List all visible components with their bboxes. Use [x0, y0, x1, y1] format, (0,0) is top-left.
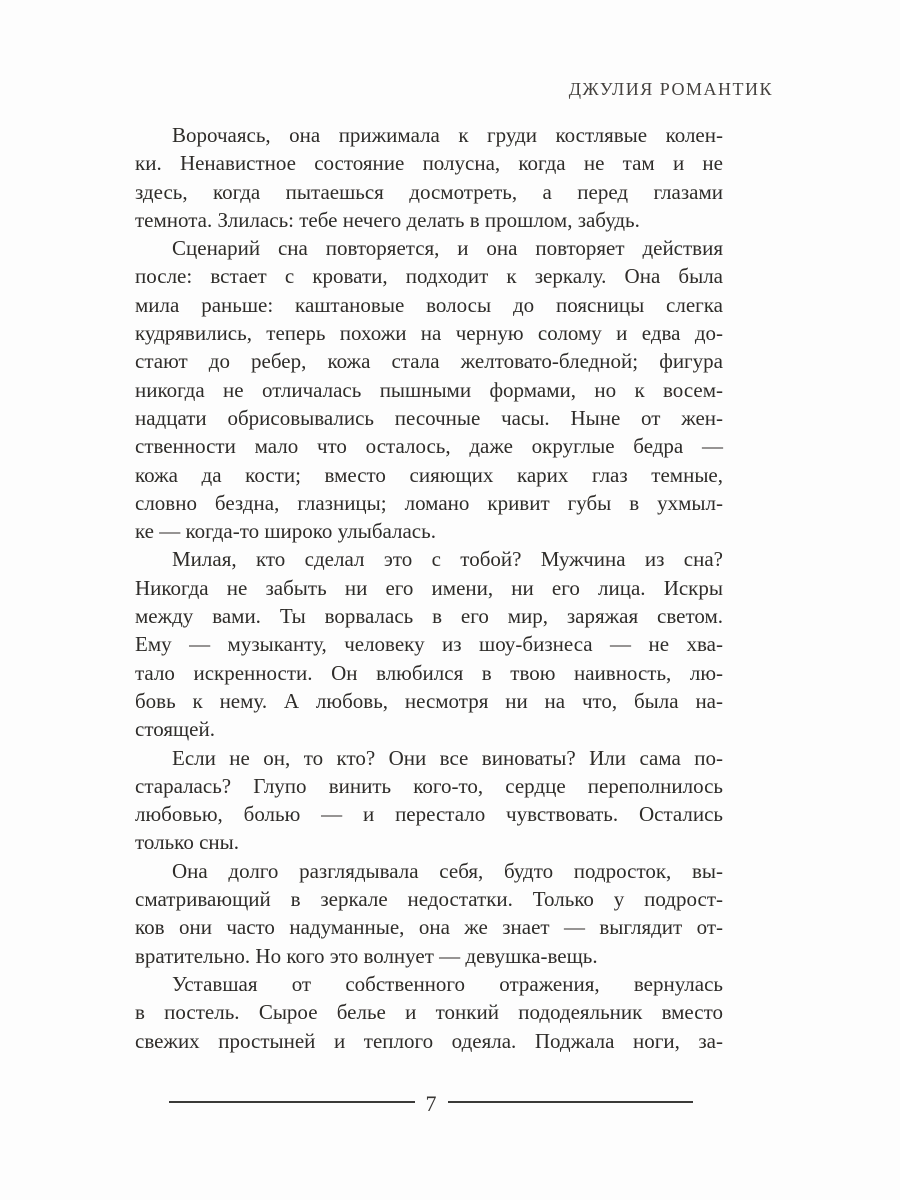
text-line: Если не он, то кто? Они все виноваты? Или сама по- [172, 745, 723, 770]
text-line: Милая, кто сделал это с тобой? Мужчина из сна? [172, 547, 723, 572]
text-line: вратительно. Но кого это волнует — девушка-вещь. [135, 943, 598, 968]
text-line: тало искренности. Он влюбился в твою наивность, лю- [135, 660, 723, 685]
text-line: старалась? Глупо винить кого-то, сердце переполнилось [135, 773, 723, 798]
text-line: в постель. Сырое белье и тонкий пододеяльник вместо [135, 1000, 723, 1025]
text-line: стоящей. [135, 717, 215, 742]
text-line: свежих простыней и теплого одеяла. Поджала ноги, за- [135, 1028, 723, 1053]
text-line: сматривающий в зеркале недостатки. Только у подрост- [135, 887, 723, 912]
text-line: здесь, когда пытаешься досмотреть, а перед глазами [135, 179, 723, 204]
text-line: кожа да кости; вместо сияющих карих глаз темные, [135, 462, 723, 487]
page-number: 7 [425, 1091, 437, 1116]
text-line: любовью, болью — и перестало чувствовать. Остались [135, 802, 723, 827]
text-line: ке — когда-то широко улыбалась. [135, 519, 436, 544]
text-line: только сны. [135, 830, 239, 855]
text-line: кудрявились, теперь похожи на черную солому и едва до- [135, 321, 723, 346]
footer-rule-left [169, 1101, 415, 1103]
text-line: надцати обрисовывались песочные часы. Ныне от жен- [135, 405, 723, 430]
running-header-author: ДЖУЛИЯ РОМАНТИК [568, 79, 773, 99]
text-line: темнота. Злилась: тебе нечего делать в прошлом, забудь. [135, 207, 640, 232]
text-line: Никогда не забыть ни его имени, ни его лица. Искры [135, 575, 723, 600]
text-line: никогда не отличалась пышными формами, но к восем- [135, 377, 723, 402]
page-footer [169, 1091, 693, 1116]
text-line: Она долго разглядывала себя, будто подросток, вы- [172, 858, 723, 883]
text-line: мила раньше: каштановые волосы до поясницы слегка [135, 292, 723, 317]
text-line: бовь к нему. А любовь, несмотря ни на что, была на- [135, 688, 723, 713]
text-line: Уставшая от собственного отражения, вернулась [172, 971, 723, 996]
footer-rule-right [448, 1101, 694, 1103]
text-block [135, 121, 723, 1055]
text-line: стают до ребер, кожа стала желтовато-бледной; фигура [135, 349, 723, 374]
text-line: ков они часто надуманные, она же знает — выглядит от- [135, 915, 723, 940]
text-line: Ему — музыканту, человеку из шоу-бизнеса — не хва- [135, 632, 723, 657]
text-line: ки. Ненавистное состояние полусна, когда не там и не [135, 151, 723, 176]
text-line: словно бездна, глазницы; ломано кривит губы в ухмыл- [135, 490, 723, 515]
text-line: Сценарий сна повторяется, и она повторяет действия [172, 236, 723, 261]
text-line: между вами. Ты ворвалась в его мир, заряжая светом. [135, 604, 723, 629]
text-line: после: встает с кровати, подходит к зеркалу. Она была [135, 264, 723, 289]
text-line: Ворочаясь, она прижимала к груди костлявые колен- [172, 123, 723, 147]
text-line: ственности мало что осталось, даже округлые бедра — [135, 434, 723, 459]
